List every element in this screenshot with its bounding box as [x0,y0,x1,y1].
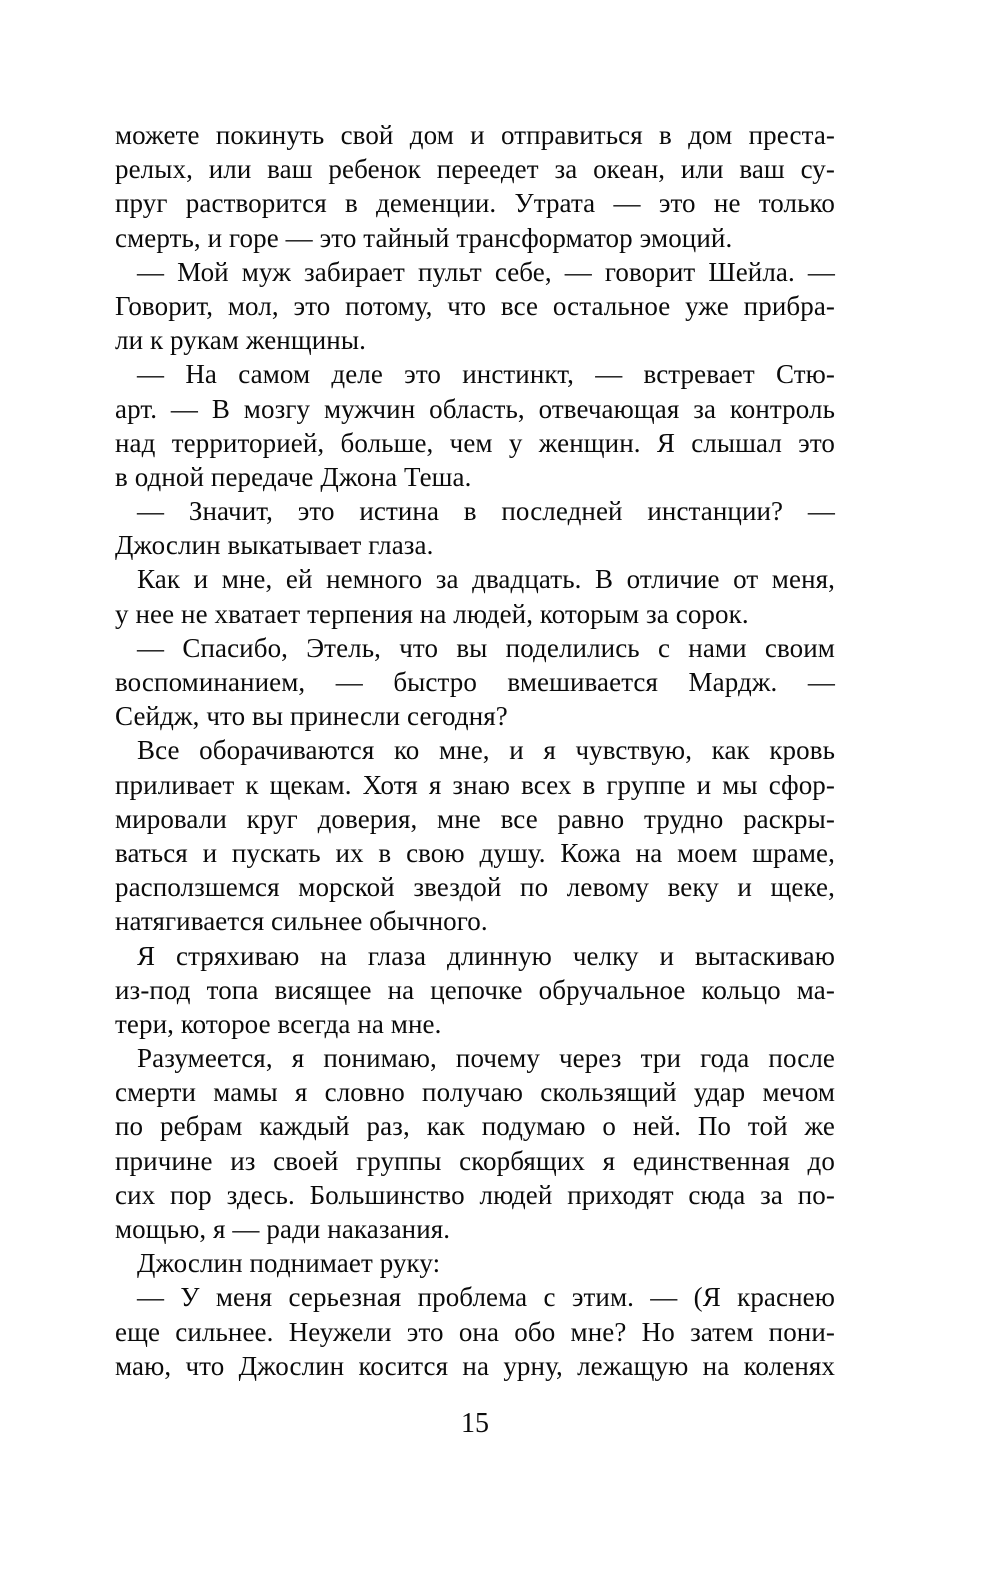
text-line: сих пор здесь. Большинство людей приходят сюда за по- [115,1179,835,1210]
paragraph [115,255,835,358]
text-line: мощью, я — ради наказания. [115,1214,451,1244]
page-text-column [115,118,835,1383]
paragraph [115,733,835,938]
text-line: расползшемся морской звездой по левому веку и щеке, [115,872,835,903]
text-line: воспоминанием, — быстро вмешивается Мардж. — [115,667,835,697]
paragraph [115,1246,835,1280]
text-line: по ребрам каждый раз, как подумаю о ней. По той же [115,1111,835,1142]
text-line: натягивается сильнее обычного. [115,906,488,937]
text-line: ваться и пускать их в свою душу. Кожа на моем шраме, [115,837,835,868]
paragraph [115,1280,835,1383]
text-line: еще сильнее. Неужели это она обо мне? Но затем пони- [115,1316,835,1347]
page-number: 15 [461,1408,489,1439]
text-line: тери, которое всегда на мне. [115,1008,442,1039]
text-line: Как и мне, ей немного за двадцать. В отличие от меня, [137,564,835,595]
page-footer [115,1408,835,1440]
text-line: смерть, и горе — это тайный трансформатор эмоций. [115,222,733,253]
text-line: из-под топа висящее на цепочке обручальное кольцо ма- [115,974,835,1005]
text-line: пруг растворится в деменции. Утрата — это не только [115,188,835,219]
text-line: — У меня серьезная проблема с этим. — (Я краснею [137,1282,835,1313]
paragraph [115,939,835,1042]
paragraph [115,631,835,734]
text-line: Джослин поднимает руку: [137,1248,441,1279]
text-line: можете покинуть свой дом и отправиться в дом преста- [115,120,835,150]
text-line: Я стряхиваю на глаза длинную челку и вытаскиваю [137,940,835,971]
paragraph [115,357,835,494]
text-line: у нее не хватает терпения на людей, которым за сорок. [115,598,749,629]
text-line: приливает к щекам. Хотя я знаю всех в группе и мы сфор- [115,769,835,800]
text-line: Все оборачиваются ко мне, и я чувствую, как кровь [137,735,835,766]
text-line: — На самом деле это инстинкт, — встревает Стю- [137,359,835,390]
text-line: Сейдж, что вы принесли сегодня? [115,701,508,732]
text-line: Джослин выкатывает глаза. [115,530,434,561]
text-line: маю, что Джослин косится на урну, лежащую на коленях [115,1350,835,1381]
text-line: арт. — В мозгу мужчин область, отвечающая за контроль [115,393,835,424]
text-line: — Значит, это истина в последней инстанции? — [137,496,835,527]
text-line: мировали круг доверия, мне все равно трудно раскры- [115,803,835,834]
paragraph [115,562,835,630]
text-line: причине из своей группы скорбящих я единственная до [115,1145,835,1176]
text-line: над территорией, больше, чем у женщин. Я слышал это [115,427,835,458]
text-line: ли к рукам женщины. [115,325,366,356]
text-line: — Мой муж забирает пульт себе, — говорит Шейла. — [137,256,835,287]
paragraph [115,494,835,562]
text-line: в одной передаче Джона Теша. [115,461,472,492]
text-line: — Спасибо, Этель, что вы поделились с нами своим [137,632,835,663]
text-line: Говорит, мол, это потому, что все остальное уже прибра- [115,290,835,321]
text-line: смерти мамы я словно получаю скользящий удар мечом [115,1077,835,1108]
paragraph [115,1041,835,1246]
paragraph [115,118,835,255]
text-line: Разумеется, я понимаю, почему через три года после [137,1043,835,1074]
text-line: релых, или ваш ребенок переедет за океан, или ваш су- [115,154,835,185]
